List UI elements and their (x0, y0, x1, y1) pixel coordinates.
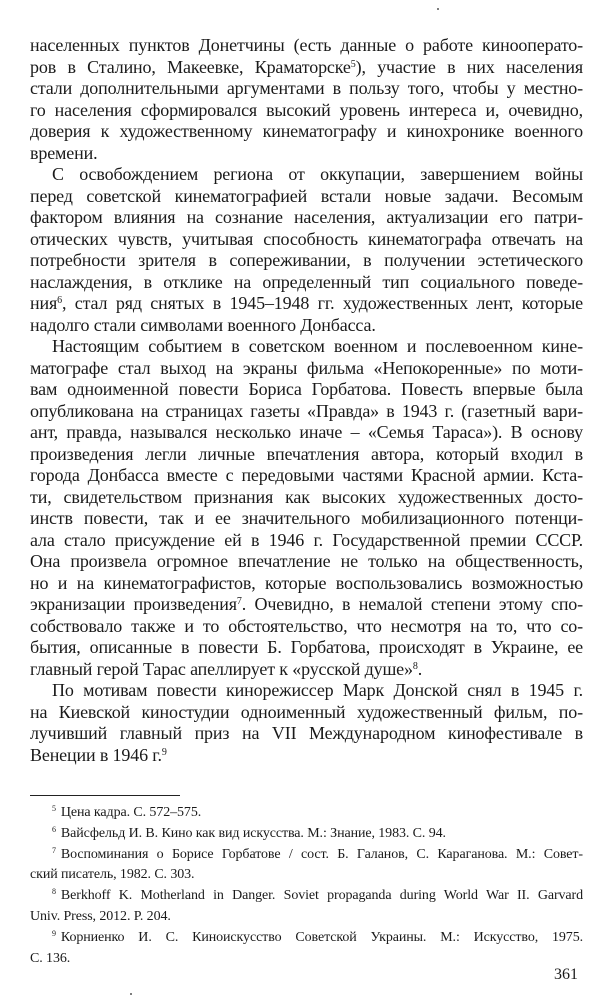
footnote-text: Цена кадра. С. 572–575. (60, 805, 202, 820)
text-line (30, 616, 583, 638)
text-line (30, 401, 583, 423)
line-text: экранизации произведения (30, 594, 237, 614)
line-text: , стал ряд снятых в 1945–1948 гг. художественных лент, которые (61, 293, 583, 313)
line-text: С освобождением региона от оккупации, завершением войны (52, 164, 583, 184)
page-number: 361 (554, 966, 578, 983)
footnote-ref: 7 (236, 596, 242, 607)
text-line (30, 100, 583, 122)
text-line (30, 358, 583, 380)
text-line (30, 78, 583, 100)
line-text: города Донбасса вместе с передовыми частями Красной армии. Кста- (30, 465, 583, 485)
line-text: отических чувств, учитывая способность кинематографа отвечать на (30, 228, 583, 249)
line-text: Настоящим событием в советском военном и послевоенном кине- (52, 336, 583, 356)
footnote (30, 803, 583, 824)
text-line (30, 272, 583, 294)
footnote (30, 845, 583, 887)
footnote-line (30, 803, 583, 824)
text-line (30, 207, 583, 229)
text-line (30, 315, 583, 337)
footnote-number: 6 (52, 824, 56, 834)
footnote-divider (30, 795, 180, 796)
line-text: произведения легли личные впечатления автора, который входил в (30, 443, 583, 464)
text-line (30, 229, 583, 251)
footnote-text: ский писатель, 1982. С. 303. (30, 867, 195, 883)
footnote-line (30, 907, 583, 928)
line-text: надолго стали символами военного Донбасса. (30, 314, 376, 335)
text-line (30, 143, 583, 165)
line-text: главный герой Тарас апеллирует к «русской душе» (30, 658, 413, 679)
line-text: стали дополнительными аргументами в пользу того, чтобы у местно- (30, 78, 583, 98)
paragraph (30, 336, 583, 680)
footnote-line (30, 824, 583, 845)
footnote-number: 8 (52, 887, 56, 897)
footnote-ref: 8 (412, 660, 418, 672)
line-text: ров в Сталино, Макеевке, Краматорске (30, 56, 351, 77)
text-line (30, 487, 583, 509)
line-text: Она произвела огромное впечатление не только на общественность, (30, 551, 583, 571)
text-line (30, 702, 583, 724)
text-line (30, 637, 583, 659)
text-line (30, 723, 583, 745)
text-line (30, 745, 583, 767)
line-text: инств повести, так и ее значительного мобилизационного потенци- (30, 508, 583, 528)
line-text: наслаждения, в отклике на определенный тип социального поведе- (30, 271, 583, 292)
text-line (30, 57, 583, 79)
line-text: вам одноименной повести Бориса Горбатова. Повесть впервые была (30, 379, 583, 399)
paragraph (30, 35, 583, 164)
scan-speck (437, 8, 439, 10)
line-text: фактором влияния на сознание населения, актуализации его патри- (30, 207, 583, 227)
line-text: Венеции в 1946 г. (30, 744, 162, 765)
line-text: перед советской кинематографией встали новые задачи. Весомым (30, 185, 583, 206)
footnote-ref: 6 (57, 295, 62, 306)
footnote (30, 824, 583, 845)
text-line (30, 530, 583, 552)
line-text: времени. (30, 142, 98, 163)
text-line (30, 551, 583, 573)
text-line (30, 465, 583, 487)
text-line (30, 293, 583, 315)
line-text: ), участие в них населения (355, 56, 584, 77)
footnote-number: 9 (52, 928, 56, 938)
text-line (30, 336, 583, 358)
footnotes (30, 803, 583, 969)
line-text: бытия, описанные в повести Б. Горбатова, происходят в Украине, ее (30, 637, 583, 657)
text-line (30, 508, 583, 530)
footnote-ref: 9 (161, 746, 167, 758)
line-text: собствовало также и то обстоятельство, что несмотря на то, что со- (30, 615, 583, 636)
footnote-text: Воспоминания о Борисе Горбатове / сост. Б. Галанов, С. Караганова. М.: Совет- (60, 846, 583, 862)
footnote-line (30, 865, 583, 886)
text-line (30, 659, 583, 681)
footnote-ref: 5 (350, 58, 356, 70)
line-text: По мотивам повести кинорежиссер Марк Донской снял в 1945 г. (52, 680, 583, 700)
text-line (30, 121, 583, 143)
line-text: потребности зрителя в сопереживании, в получении эстетического (30, 250, 583, 270)
footnote-text: Вайсфельд И. В. Кино как вид искусства. М.: Знание, 1983. С. 94. (60, 825, 446, 841)
line-text: но и на кинематографистов, которые воспользовались возможностью (30, 572, 583, 593)
text-line (30, 35, 583, 57)
line-text: лучивший главный приз на VII Международном кинофестивале в (30, 723, 583, 743)
line-text: ант, правда, назывался несколько иначе – «Семья Тараса»). В основу (30, 422, 583, 442)
line-text: ния (30, 293, 58, 313)
text-line (30, 594, 583, 616)
text-line (30, 444, 583, 466)
paragraph (30, 680, 583, 766)
line-text: на Киевской киностудии одноименный художественный фильм, по- (30, 701, 583, 722)
text-line (30, 573, 583, 595)
text-line (30, 250, 583, 272)
line-text: матографе стал выход на экраны фильма «Непокоренные» по моти- (30, 357, 583, 378)
footnote (30, 928, 583, 970)
scan-speck (130, 993, 132, 995)
text-line (30, 186, 583, 208)
footnote-text: С. 136. (30, 950, 71, 966)
footnote (30, 886, 583, 928)
text-line (30, 379, 583, 401)
footnote-line (30, 845, 583, 866)
footnote-line (30, 886, 583, 907)
paragraph (30, 164, 583, 336)
line-text: населенных пунктов Донетчины (есть данные о работе кинооперато- (30, 35, 583, 55)
text-line (30, 164, 583, 186)
line-text: доверия к художественному кинематографу и кинохронике военного (30, 121, 583, 141)
footnote-text: Berkhoff K. Motherland in Danger. Soviet propaganda during World War II. Garvard (60, 888, 583, 904)
footnote-line (30, 949, 583, 970)
line-text: . Очевидно, в немалой степени этому спо- (241, 594, 583, 614)
text-line (30, 680, 583, 702)
footnote-number: 7 (52, 845, 56, 855)
footnote-number: 5 (52, 804, 56, 813)
line-text: опубликована на страницах газеты «Правда» в 1943 г. (газетный вари- (30, 400, 583, 421)
line-text: ти, свидетельством признания как высоких художественных досто- (30, 486, 583, 507)
line-text: . (417, 658, 423, 679)
footnote-line (30, 928, 583, 949)
text-line (30, 422, 583, 444)
footnote-text: Univ. Press, 2012. P. 204. (30, 908, 171, 924)
line-text: го населения сформировался высокий уровень интереса и, очевидно, (30, 99, 583, 120)
footnote-text: Корниенко И. С. Киноискусство Советской Украины. М.: Искусство, 1975. (60, 929, 583, 945)
body-text (30, 35, 583, 766)
line-text: ала стало присуждение ей в 1946 г. Государственной премии СССР. (30, 529, 583, 550)
